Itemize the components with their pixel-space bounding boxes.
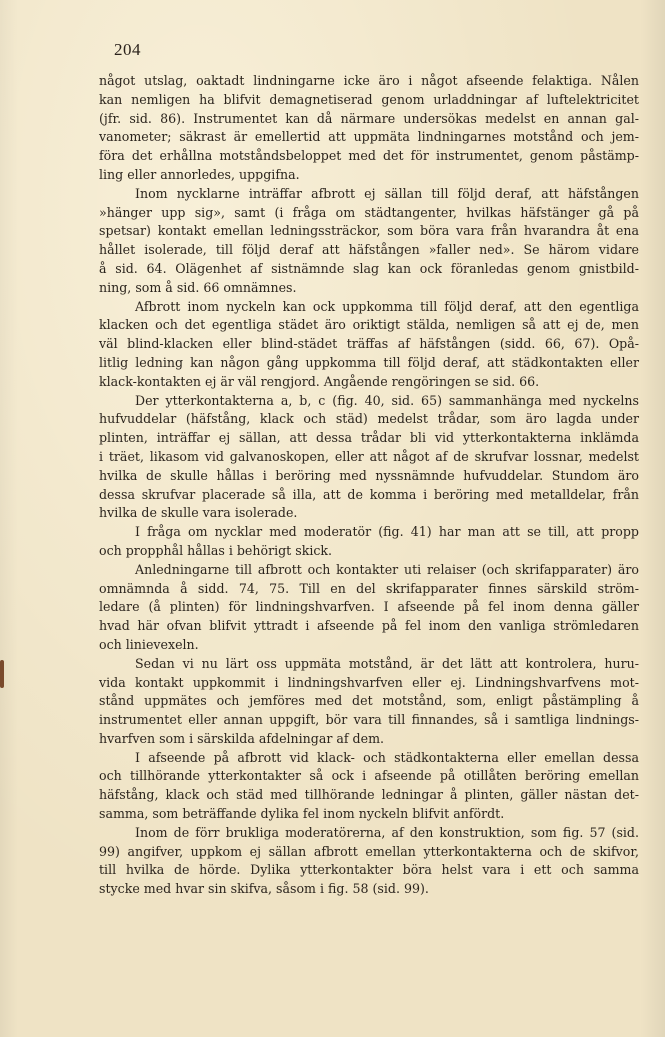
text-line: föra det erhållna motståndsbeloppet med det för instrumentet, genom påstämp- [99, 148, 639, 164]
text-line: vanometer; säkrast är emellertid att uppmäta lindningarnes motstånd och jem- [99, 129, 639, 145]
text-line: omnämnda å sidd. 74, 75. Till en del skrifapparater finnes särskild ström- [99, 580, 639, 596]
text-line: väl blind-klacken eller blind-städet träffas af häfstången (sidd. 66, 67). Opå- [99, 336, 639, 352]
text-line: Inom nycklarne inträffar afbrott ej sällan till följd deraf, att häfstången [135, 185, 639, 201]
body-text [99, 72, 639, 899]
text-line: Der ytterkontakterna a, b, c (fig. 40, sid. 65) sammanhänga med nyckelns [135, 392, 639, 408]
text-line: och linievexeln. [99, 636, 199, 652]
text-line: plinten, inträffar ej sällan, att dessa trådar bli vid ytterkontakterna inklämda [99, 430, 639, 446]
text-line: något utslag, oaktadt lindningarne icke äro i något afseende felaktiga. Nålen [99, 73, 639, 88]
text-line: hvilka de skulle vara isolerade. [99, 505, 298, 521]
text-line: stånd uppmätes och jemföres med det motstånd, som, enligt påstämpling å [99, 693, 639, 709]
text-line: hållet isolerade, till följd deraf att häfstången »faller ned». Se härom vidare [99, 242, 639, 258]
text-line: å sid. 64. Olägenhet af sistnämnde slag kan ock föranledas genom gnistbild- [99, 260, 639, 276]
text-line: samma, som beträffande dylika fel inom nyckeln blifvit anfördt. [99, 806, 505, 822]
text-line: hvilka de skulle hållas i beröring med nyssnämnde hufvuddelar. Stundom äro [99, 467, 639, 483]
text-line: till hvilka de hörde. Dylika ytterkontakter böra helst vara i ett och samma [99, 862, 639, 878]
page-number: 204 [114, 40, 141, 59]
text-line: hufvuddelar (häfstång, klack och städ) medelst trådar, som äro lagda under [99, 411, 639, 427]
text-line: I afseende på afbrott vid klack- och städkontakterna eller emellan dessa [135, 749, 639, 765]
text-line: och tillhörande ytterkontakter så ock i afseende på otillåten beröring emellan [99, 768, 639, 784]
text-line: hvarfven som i särskilda afdelningar af dem. [99, 730, 385, 746]
text-line: stycke med hvar sin skifva, såsom i fig. 58 (sid. 99). [99, 881, 429, 897]
text-line: ling eller annorledes, uppgifna. [99, 166, 300, 182]
text-line: kan nemligen ha blifvit demagnetiserad genom urladdningar af luftelektricitet [99, 91, 639, 107]
text-line: Anledningarne till afbrott och kontakter uti relaiser (och skrifapparater) äro [135, 561, 639, 577]
text-line: 99) angifver, uppkom ej sällan afbrott emellan ytterkontakterna och de skifvor, [99, 843, 639, 859]
text-line: instrumentet eller annan uppgift, bör vara till finnandes, så i samtliga lindnings- [99, 712, 639, 728]
text-line: ledare (å plinten) för lindningshvarfven. I afseende på fel inom denna gäller [99, 599, 639, 615]
text-line: litlig ledning kan någon gång uppkomma till följd deraf, att städkontakten eller [99, 354, 639, 370]
text-line: häfstång, klack och städ med tillhörande ledningar å plinten, gäller nästan det- [99, 787, 639, 803]
page-edge-mark [0, 660, 4, 688]
text-line: spetsar) kontakt emellan ledningssträckor, som böra vara från hvarandra åt ena [99, 223, 639, 239]
text-line: dessa skrufvar placerade så illa, att de komma i beröring med metalldelar, från [99, 486, 639, 502]
text-line: hvad här ofvan blifvit yttradt i afseende på fel inom den vanliga strömledaren [99, 618, 639, 634]
text-line: klack-kontakten ej är väl rengjord. Angående rengöringen se sid. 66. [99, 373, 540, 389]
text-line: och propphål hållas i behörigt skick. [99, 542, 333, 558]
text-line: vida kontakt uppkommit i lindningshvarfven eller ej. Lindningshvarfvens mot- [99, 674, 639, 690]
text-line: ning, som å sid. 66 omnämnes. [99, 279, 297, 295]
text-line: I fråga om nycklar med moderatör (fig. 41) har man att se till, att propp [135, 524, 639, 540]
text-line: Sedan vi nu lärt oss uppmäta motstånd, är det lätt att kontrolera, huru- [135, 655, 639, 671]
text-line: klacken och det egentliga städet äro oriktigt stälda, nemligen så att ej de, men [99, 317, 639, 333]
text-line: (jfr. sid. 86). Instrumentet kan då närmare undersökas medelst en annan gal- [99, 110, 639, 126]
text-line: »hänger upp sig», samt (i fråga om städtangenter, hvilkas häfstänger gå på [99, 204, 639, 220]
text-line: i träet, likasom vid galvanoskopen, eller att något af de skrufvar lossnar, medelst [99, 448, 639, 464]
text-line: Inom de förr brukliga moderatörerna, af den konstruktion, som fig. 57 (sid. [135, 824, 639, 840]
text-line: Afbrott inom nyckeln kan ock uppkomma till följd deraf, att den egentliga [135, 298, 639, 314]
